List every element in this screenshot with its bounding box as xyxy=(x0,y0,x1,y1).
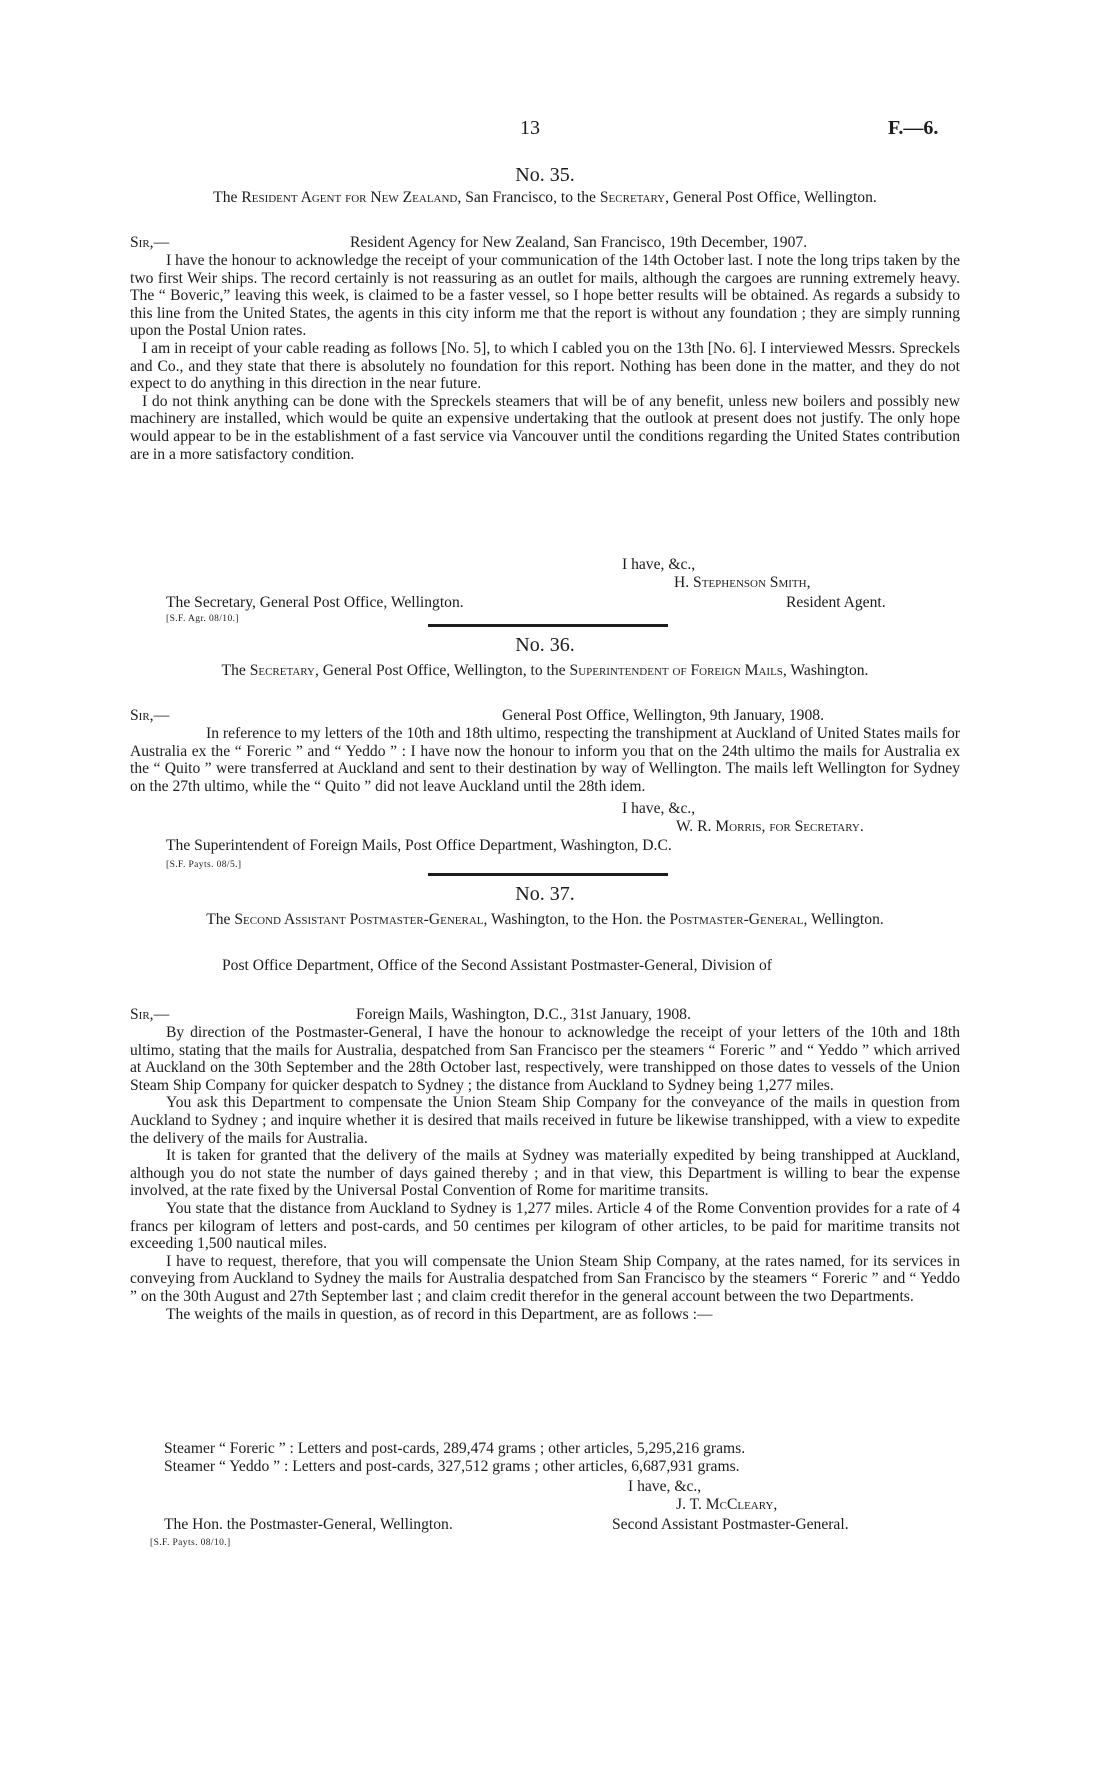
letter-37-salutation: Sir,— xyxy=(130,1006,170,1023)
letter-36-signature: W. R. Morris, for Secretary. xyxy=(676,818,864,835)
letter-37-addressee: The Hon. the Postmaster-General, Wellington. xyxy=(164,1516,453,1533)
letter-35-body xyxy=(130,252,960,463)
letter-37-place-line-1: Post Office Department, Office of the Second Assistant Postmaster-General, Division of xyxy=(222,957,772,974)
letter-37-signature-title: Second Assistant Postmaster-General. xyxy=(612,1516,849,1533)
paragraph: The weights of the mails in question, as of record in this Department, are as follows :— xyxy=(166,1305,713,1323)
letter-37-body xyxy=(130,1024,960,1323)
letter-35-place-date: Resident Agency for New Zealand, San Francisco, 19th December, 1907. xyxy=(350,234,808,251)
paragraph: I have to request, therefore, that you will compensate the Union Steam Ship Company, at the rates named, for its services in conveying from Auckland to Sydney the mails for Australia despatched from San Francisco by the steamers “ Foreric ” and “ Yeddo ” on the 30th August and 27th September last ; and claim credit therefor in the general account between the two Departments. xyxy=(130,1252,960,1305)
paragraph: By direction of the Postmaster-General, I have the honour to acknowledge the receipt of your letters of the 10th and 18th ultimo, stating that the mails for Australia, despatched from San Francisco per the steamers “ Foreric ” and “ Yeddo ” which arrived at Auckland on the 30th September and the 28th October last, respectively, were transhipped on those dates to vessels of the Union Steam Ship Company for quicker despatch to Sydney ; the distance from Auckland to Sydney being 1,277 miles. xyxy=(130,1024,960,1094)
paragraph: I am in receipt of your cable reading as follows [No. 5], to which I cabled you on the 13th [No. 6]. I interviewed Messrs. Spreckels and Co., and they state that there is absolutely no foundation for this report. Nothing has been done in the matter, and they do not expect to do anything in this direction in the near future. xyxy=(130,339,960,393)
letter-35-signature: H. Stephenson Smith, xyxy=(674,574,811,591)
paragraph: You state that the distance from Auckland to Sydney is 1,277 miles. Article 4 of the Rome Convention provides for a rate of 4 francs per kilogram of letters and post-cards, and 50 centimes per kilogram of other articles, to be paid for maritime transits not exceeding 1,500 nautical miles. xyxy=(130,1199,960,1253)
letter-35-address: The Resident Agent for New Zealand, San Francisco, to the Secretary, General Post Office, Wellington. xyxy=(213,189,877,206)
letter-36-number: No. 36. xyxy=(515,634,575,656)
letter-36-salutation: Sir,— xyxy=(130,707,170,724)
letter-36-body xyxy=(130,725,960,795)
letter-35-closing: I have, &c., xyxy=(622,556,696,573)
weights-yeddo: Steamer “ Yeddo ” : Letters and post-cards, 327,512 grams ; other articles, 6,687,931 grams. xyxy=(164,1458,740,1475)
letter-37-reference: [S.F. Payts. 08/10.] xyxy=(150,1538,231,1548)
letter-37-signature: J. T. McCleary, xyxy=(676,1496,778,1513)
letter-36-addressee: The Superintendent of Foreign Mails, Post Office Department, Washington, D.C. xyxy=(166,837,672,854)
section-divider xyxy=(428,873,668,876)
paragraph: I have the honour to acknowledge the receipt of your communication of the 14th October last. I note the long trips taken by the two first Weir ships. The record certainly is not reassuring as an outlet for mails, although the cargoes are running extremely heavy. The “ Boveric,” leaving this week, is claimed to be a faster vessel, so I hope better results will be obtained. As regards a subsidy to this line from the United States, the agents in this city inform me that the report is without any foundation ; they are simply running upon the Postal Union rates. xyxy=(130,252,960,340)
letter-36-address: The Secretary, General Post Office, Wellington, to the Superintendent of Foreign Mails, Washington. xyxy=(221,662,869,679)
letter-35-number: No. 35. xyxy=(515,164,575,186)
letter-36-reference: [S.F. Payts. 08/5.] xyxy=(166,860,242,870)
page-number: 13 xyxy=(520,117,540,139)
section-divider xyxy=(428,624,668,627)
letter-35-reference: [S.F. Agr. 08/10.] xyxy=(166,614,239,624)
paragraph: In reference to my letters of the 10th and 18th ultimo, respecting the transhipment at Auckland of United States mails for Australia ex the “ Foreric ” and “ Yeddo ” : I have now the honour to inform you that on the 24th ultimo the mails for Australia ex the “ Quito ” were transferred at Auckland and sent to their destination by way of Wellington. The mails left Wellington for Sydney on the 27th ultimo, while the “ Quito ” did not leave Auckland until the 28th idem. xyxy=(130,725,960,795)
document-code: F.—6. xyxy=(888,117,939,139)
letter-35-salutation: Sir,— xyxy=(130,234,170,251)
letter-37-number: No. 37. xyxy=(515,883,575,905)
letter-37-place-line-2: Foreign Mails, Washington, D.C., 31st January, 1908. xyxy=(356,1006,691,1023)
letter-35-signature-title: Resident Agent. xyxy=(786,594,886,611)
letter-35-addressee: The Secretary, General Post Office, Wellington. xyxy=(166,594,464,611)
paragraph: I do not think anything can be done with the Spreckels steamers that will be of any benefit, unless new boilers and possibly new machinery are installed, which would be quite an expensive undertaking that the outlook at present does not justify. The only hope would appear to be in the establishment of a fast service via Vancouver until the conditions regarding the United States contribution are in a more satisfactory condition. xyxy=(130,392,960,463)
letter-36-closing: I have, &c., xyxy=(622,800,696,817)
paragraph: You ask this Department to compensate the Union Steam Ship Company for the conveyance of the mails in question from Auckland to Sydney ; and inquire whether it is desired that mails received in future be likewise transhipped, with a view to expedite the delivery of the mails for Australia. xyxy=(130,1094,960,1147)
letter-37-closing: I have, &c., xyxy=(628,1478,702,1495)
weights-foreric: Steamer “ Foreric ” : Letters and post-cards, 289,474 grams ; other articles, 5,295,216 grams. xyxy=(164,1440,746,1457)
letter-36-place-date: General Post Office, Wellington, 9th January, 1908. xyxy=(502,707,824,724)
paragraph: It is taken for granted that the delivery of the mails at Sydney was materially expedited by being transhipped at Auckland, although you do not state the number of days gained thereby ; and in that view, this Department is willing to bear the expense involved, at the rate fixed by the Universal Postal Convention of Rome for maritime transits. xyxy=(130,1147,960,1200)
letter-37-address: The Second Assistant Postmaster-General, Washington, to the Hon. the Postmaster-General, Wellington. xyxy=(206,911,884,928)
